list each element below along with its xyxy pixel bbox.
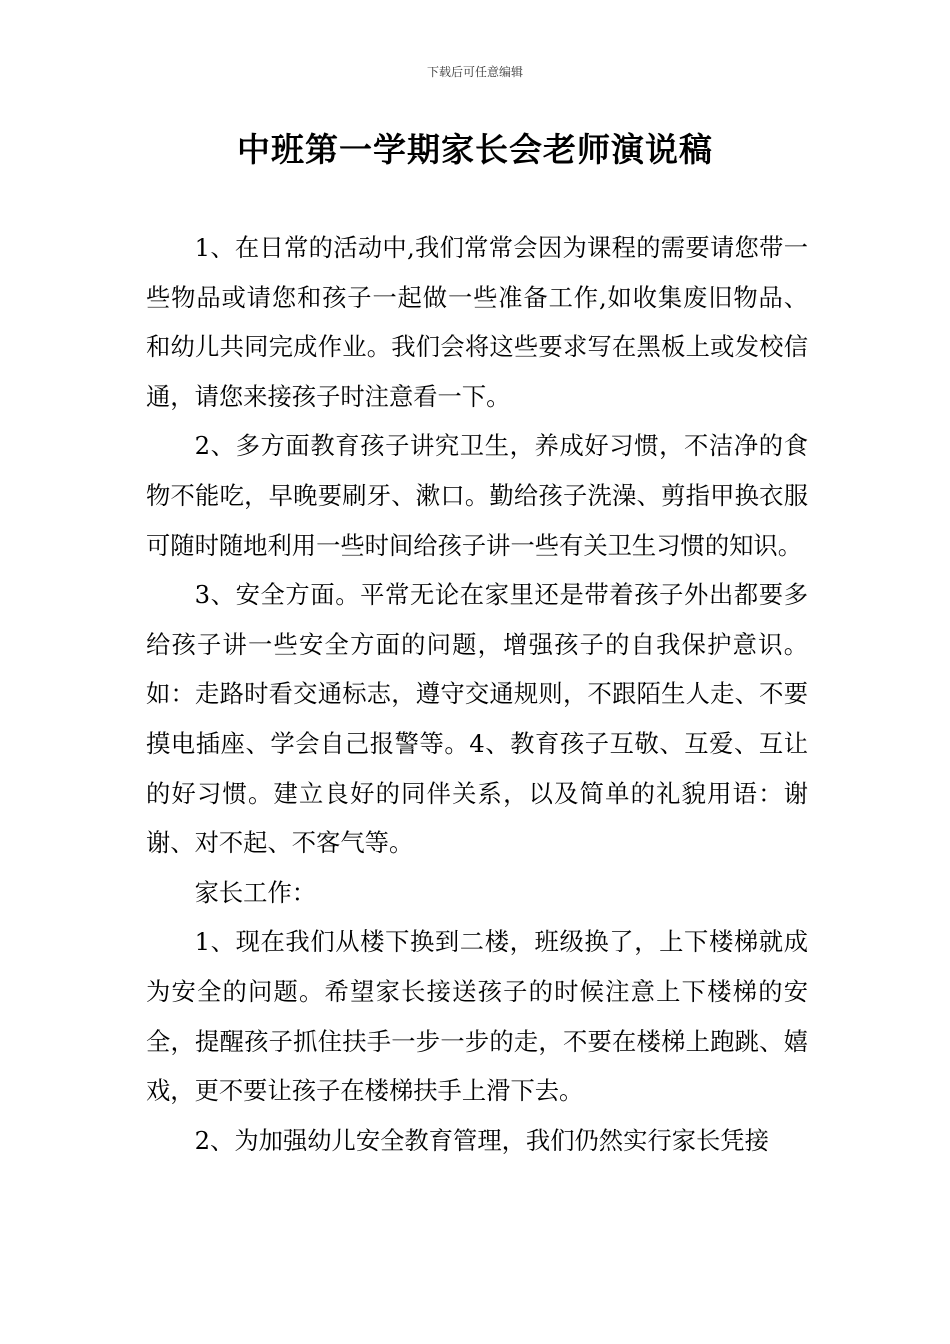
paragraph-1: 1、在日常的活动中,我们常常会因为课程的需要请您带一些物品或请您和孩子一起做一些准备工作,如收集废旧物品、和幼儿共同完成作业。我们会将这些要求写在黑板上或发校信通，请您来接孩子时注意看一下。 [146, 233, 808, 411]
header-note: 下载后可任意编辑 [426, 65, 523, 79]
section-heading-parent-work: 家长工作： [194, 877, 317, 907]
paragraph-5: 2、为加强幼儿安全教育管理，我们仍然实行家长凭接 [194, 1125, 769, 1155]
paragraph-3: 3、安全方面。平常无论在家里还是带着孩子外出都要多给孩子讲一些安全方面的问题，增强孩子的自我保护意识。如：走路时看交通标志，遵守交通规则，不跟陌生人走、不要摸电插座、学会自己报警等。4、教育孩子互敬、互爱、互让的好习惯。建立良好的同伴关系，以及简单的礼貌用语：谢谢、对不起、不客气等。 [146, 580, 808, 858]
document-body [146, 223, 808, 1165]
page-title: 中班第一学期家长会老师演说稿 [237, 130, 713, 169]
paragraph-4: 1、现在我们从楼下换到二楼，班级换了，上下楼梯就成为安全的问题。希望家长接送孩子的时候注意上下楼梯的安全，提醒孩子抓住扶手一步一步的走，不要在楼梯上跑跳、嬉戏，更不要让孩子在楼梯扶手上滑下去。 [146, 927, 808, 1106]
paragraph-2: 2、多方面教育孩子讲究卫生，养成好习惯，不洁净的食物不能吃，早晚要刷牙、漱口。勤给孩子洗澡、剪指甲换衣服可随时随地利用一些时间给孩子讲一些有关卫生习惯的知识。 [146, 431, 808, 560]
